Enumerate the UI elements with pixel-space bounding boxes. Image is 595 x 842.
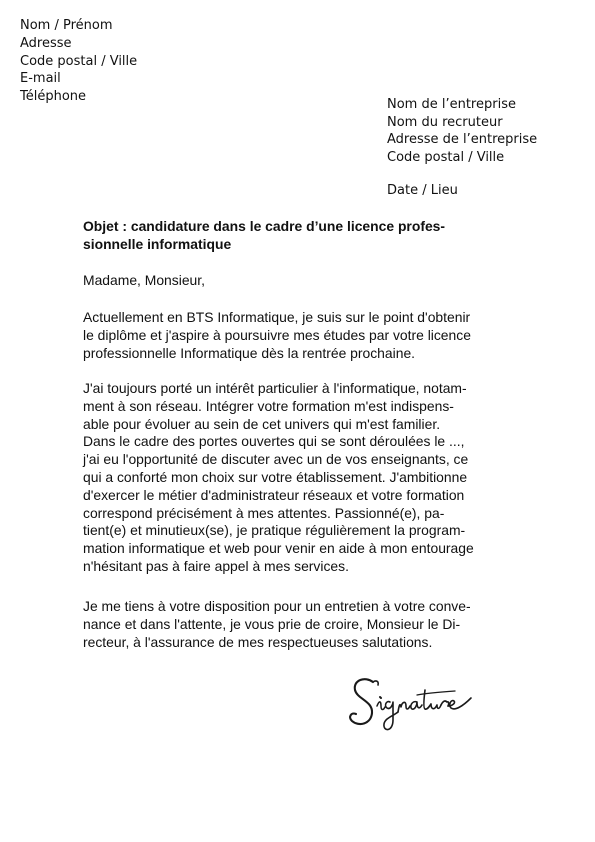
letter-salutation (83, 272, 523, 290)
sender-address: Adresse (20, 35, 72, 51)
sender-block (20, 17, 137, 106)
date-place: Date / Lieu (387, 183, 458, 199)
paragraph-3 (83, 598, 523, 651)
subject-line: Objet : candidature dans le cadre d’une licence profes- (83, 218, 446, 234)
paragraph-line: Actuellement en BTS Informatique, je suis sur le point d'obtenir (83, 309, 471, 325)
recipient-block (387, 96, 537, 200)
paragraph-line: mation informatique et web pour venir en aide à mon entourage (83, 540, 474, 557)
sender-phone: Téléphone (20, 89, 87, 105)
recipient-postal-city: Code postal / Ville (387, 149, 505, 165)
paragraph-1 (83, 309, 523, 362)
paragraph-line: ment à son réseau. Intégrer votre formation m'est indispens- (83, 397, 454, 414)
handwritten-signature (343, 668, 493, 748)
recipient-address: Adresse de l’entreprise (387, 132, 538, 148)
salutation-text: Madame, Monsieur, (83, 272, 205, 288)
paragraph-line: tient(e) et minutieux(se), je pratique régulièrement la program- (83, 522, 466, 539)
paragraph-line: Je me tiens à votre disposition pour un entretien à votre conve- (83, 598, 471, 614)
paragraph-line: d'exercer le métier d'administrateur réseaux et votre formation (83, 486, 465, 503)
paragraph-line: le diplôme et j'aspire à poursuivre mes études par votre licence (83, 326, 471, 343)
recipient-company: Nom de l’entreprise (387, 97, 516, 112)
paragraph-line: j'ai eu l'opportunité de discuter avec un de vos enseignants, ce (83, 451, 469, 468)
letter-subject (83, 218, 523, 254)
paragraph-2 (83, 380, 523, 576)
paragraph-line: correspond précisément à mes attentes. Passionné(e), pa- (83, 504, 445, 521)
paragraph-line: J'ai toujours porté un intérêt particulier à l'informatique, notam- (83, 380, 467, 396)
sender-email: E-mail (20, 71, 61, 87)
recipient-recruiter: Nom du recruteur (387, 114, 503, 130)
paragraph-line: n'hésitant pas à faire appel à mes services. (83, 557, 349, 574)
sender-postal-city: Code postal / Ville (20, 53, 138, 69)
paragraph-line: Dans le cadre des portes ouvertes qui se sont déroulées le ..., (83, 433, 465, 450)
paragraph-line: recteur, à l'assurance de mes respectueuses salutations. (83, 633, 433, 650)
paragraph-line: qui a conforté mon choix sur votre établissement. J'ambitionne (83, 468, 468, 485)
paragraph-line: able pour évoluer au sein de cet univers qui m'est familier. (83, 415, 441, 432)
paragraph-line: professionnelle Informatique dès la rentrée prochaine. (83, 344, 416, 361)
subject-line: sionnelle informatique (83, 235, 232, 252)
sender-name: Nom / Prénom (20, 18, 113, 33)
paragraph-line: nance et dans l'attente, je vous prie de croire, Monsieur le Di- (83, 615, 461, 632)
